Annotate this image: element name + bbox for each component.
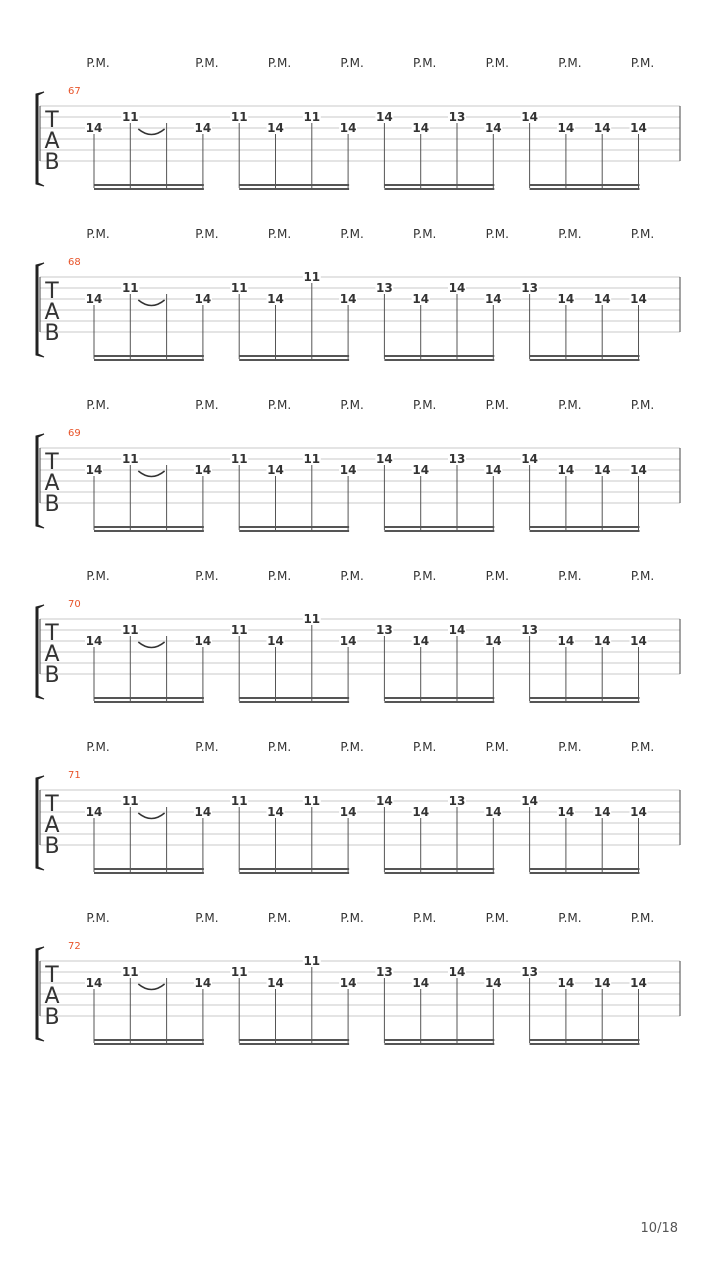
palm-mute-label: P.M.: [267, 911, 292, 925]
palm-mute-label: P.M.: [267, 740, 292, 754]
beam: [94, 359, 204, 361]
palm-mute-label: P.M.: [413, 740, 437, 754]
fret-number: 11: [121, 110, 139, 124]
palm-mute-label: P.M.: [86, 569, 110, 583]
tab-clef-letter: A: [44, 642, 60, 667]
fret-number: 13: [521, 281, 538, 295]
tab-staff: [0, 394, 720, 565]
fret-number: 13: [448, 794, 466, 808]
palm-mute-label: P.M.: [630, 227, 655, 241]
tie-arc: [138, 642, 164, 648]
palm-mute-label: P.M.: [558, 911, 582, 925]
fret-number: 14: [412, 976, 430, 990]
fret-number: 14: [267, 292, 284, 306]
fret-number: 14: [267, 976, 284, 990]
fret-number: 13: [521, 623, 538, 637]
fret-number: 14: [521, 794, 538, 808]
tab-system: [0, 223, 720, 394]
beam: [239, 872, 349, 874]
beam: [530, 868, 640, 870]
fret-number: 13: [448, 110, 466, 124]
beam: [239, 184, 349, 186]
beam: [94, 188, 204, 190]
tab-clef-letter: A: [44, 813, 60, 838]
fret-number: 13: [376, 623, 393, 637]
palm-mute-label: P.M.: [558, 227, 582, 241]
fret-number: 14: [376, 794, 393, 808]
palm-mute-label: P.M.: [86, 56, 110, 70]
fret-number: 11: [230, 965, 248, 979]
tab-system: [0, 565, 720, 736]
fret-number: 14: [630, 121, 647, 135]
tab-staff: [0, 736, 720, 907]
palm-mute-label: P.M.: [413, 227, 437, 241]
fret-number: 14: [85, 805, 103, 819]
fret-number: 14: [630, 292, 647, 306]
beam: [239, 1043, 349, 1045]
tab-clef-letter: A: [44, 471, 60, 496]
palm-mute-label: P.M.: [630, 740, 655, 754]
fret-number: 14: [267, 463, 284, 477]
fret-number: 11: [121, 623, 139, 637]
palm-mute-label: P.M.: [630, 911, 655, 925]
tab-system: [0, 52, 720, 223]
fret-number: 14: [85, 976, 103, 990]
beam: [94, 530, 204, 532]
fret-number: 14: [593, 805, 611, 819]
fret-number: 14: [267, 121, 284, 135]
fret-number: 14: [85, 292, 103, 306]
beam: [384, 530, 494, 532]
measure-number: 67: [68, 86, 81, 97]
fret-number: 14: [339, 121, 357, 135]
measure-number: 70: [68, 599, 81, 610]
fret-number: 11: [230, 281, 248, 295]
fret-number: 14: [448, 281, 466, 295]
tab-staff: [0, 907, 720, 1078]
fret-number: 11: [303, 110, 321, 124]
fret-number: 14: [194, 634, 212, 648]
beam: [384, 359, 494, 361]
fret-number: 14: [484, 805, 502, 819]
palm-mute-label: P.M.: [340, 56, 364, 70]
palm-mute-label: P.M.: [485, 227, 509, 241]
fret-number: 14: [412, 292, 430, 306]
fret-number: 14: [593, 976, 611, 990]
fret-number: 14: [557, 121, 575, 135]
fret-number: 13: [521, 965, 538, 979]
palm-mute-label: P.M.: [485, 398, 509, 412]
beam: [239, 697, 349, 699]
beam: [384, 526, 494, 528]
fret-number: 11: [303, 954, 321, 968]
tab-system: [0, 394, 720, 565]
beam: [239, 355, 349, 357]
fret-number: 14: [267, 634, 284, 648]
palm-mute-label: P.M.: [340, 740, 364, 754]
tab-clef-letter: B: [44, 321, 60, 346]
beam: [530, 359, 640, 361]
beam: [530, 526, 640, 528]
palm-mute-label: P.M.: [195, 398, 219, 412]
palm-mute-label: P.M.: [267, 569, 292, 583]
palm-mute-label: P.M.: [413, 569, 437, 583]
palm-mute-label: P.M.: [340, 911, 364, 925]
tab-staff: [0, 52, 720, 223]
measure-number: 72: [68, 941, 81, 952]
fret-number: 14: [630, 463, 647, 477]
beam: [530, 701, 640, 703]
fret-number: 14: [412, 805, 430, 819]
fret-number: 14: [194, 805, 212, 819]
tie-arc: [138, 813, 164, 819]
tab-clef-letter: B: [44, 492, 60, 517]
palm-mute-label: P.M.: [267, 398, 292, 412]
fret-number: 14: [484, 121, 502, 135]
beam: [94, 355, 204, 357]
palm-mute-label: P.M.: [630, 569, 655, 583]
beam: [94, 1039, 204, 1041]
fret-number: 14: [630, 634, 647, 648]
palm-mute-label: P.M.: [267, 227, 292, 241]
measure-number: 68: [68, 257, 81, 268]
palm-mute-label: P.M.: [340, 398, 364, 412]
beam: [530, 1043, 640, 1045]
fret-number: 14: [412, 463, 430, 477]
palm-mute-label: P.M.: [558, 569, 582, 583]
palm-mute-label: P.M.: [267, 56, 292, 70]
palm-mute-label: P.M.: [485, 56, 509, 70]
fret-number: 14: [339, 634, 357, 648]
fret-number: 14: [630, 976, 647, 990]
fret-number: 14: [484, 976, 502, 990]
fret-number: 11: [303, 612, 321, 626]
beam: [94, 872, 204, 874]
fret-number: 14: [484, 634, 502, 648]
fret-number: 11: [230, 110, 248, 124]
beam: [94, 868, 204, 870]
fret-number: 11: [230, 452, 248, 466]
beam: [94, 526, 204, 528]
beam: [94, 701, 204, 703]
tab-clef-letter: A: [44, 129, 60, 154]
fret-number: 14: [194, 976, 212, 990]
beam: [530, 184, 640, 186]
fret-number: 14: [267, 805, 284, 819]
beam: [530, 530, 640, 532]
fret-number: 14: [557, 976, 575, 990]
beam: [530, 188, 640, 190]
tab-clef-letter: B: [44, 1005, 60, 1030]
palm-mute-label: P.M.: [340, 227, 364, 241]
fret-number: 14: [194, 121, 212, 135]
fret-number: 14: [557, 463, 575, 477]
fret-number: 14: [85, 463, 103, 477]
palm-mute-label: P.M.: [86, 740, 110, 754]
beam: [94, 184, 204, 186]
palm-mute-label: P.M.: [485, 569, 509, 583]
fret-number: 14: [521, 452, 538, 466]
tab-clef-letter: A: [44, 300, 60, 325]
tab-clef-letter: B: [44, 663, 60, 688]
palm-mute-label: P.M.: [558, 398, 582, 412]
tie-arc: [138, 300, 164, 306]
fret-number: 14: [557, 805, 575, 819]
palm-mute-label: P.M.: [413, 911, 437, 925]
tab-system: [0, 907, 720, 1078]
fret-number: 11: [303, 270, 321, 284]
fret-number: 14: [557, 292, 575, 306]
beam: [384, 1039, 494, 1041]
palm-mute-label: P.M.: [86, 911, 110, 925]
tab-clef-letter: T: [45, 108, 59, 133]
fret-number: 13: [376, 281, 393, 295]
tab-clef-letter: T: [45, 963, 59, 988]
fret-number: 11: [121, 965, 139, 979]
fret-number: 14: [484, 463, 502, 477]
tab-clef-letter: T: [45, 450, 59, 475]
beam: [384, 872, 494, 874]
tab-clef-letter: T: [45, 621, 59, 646]
palm-mute-label: P.M.: [195, 569, 219, 583]
beam: [239, 530, 349, 532]
fret-number: 14: [593, 292, 611, 306]
fret-number: 14: [593, 121, 611, 135]
tab-clef-letter: T: [45, 792, 59, 817]
tie-arc: [138, 471, 164, 477]
beam: [94, 1043, 204, 1045]
beam: [530, 872, 640, 874]
palm-mute-label: P.M.: [195, 911, 219, 925]
palm-mute-label: P.M.: [86, 398, 110, 412]
fret-number: 14: [85, 634, 103, 648]
fret-number: 11: [121, 281, 139, 295]
measure-number: 69: [68, 428, 81, 439]
fret-number: 11: [121, 794, 139, 808]
beam: [384, 1043, 494, 1045]
beam: [239, 188, 349, 190]
fret-number: 11: [303, 452, 321, 466]
palm-mute-label: P.M.: [195, 227, 219, 241]
fret-number: 14: [448, 623, 466, 637]
palm-mute-label: P.M.: [485, 740, 509, 754]
fret-number: 14: [339, 463, 357, 477]
palm-mute-label: P.M.: [195, 740, 219, 754]
tie-arc: [138, 129, 164, 135]
fret-number: 14: [557, 634, 575, 648]
beam: [384, 188, 494, 190]
palm-mute-label: P.M.: [485, 911, 509, 925]
fret-number: 14: [412, 634, 430, 648]
palm-mute-label: P.M.: [195, 56, 219, 70]
fret-number: 11: [230, 623, 248, 637]
tie-arc: [138, 984, 164, 990]
tab-clef-letter: B: [44, 834, 60, 859]
fret-number: 14: [339, 976, 357, 990]
beam: [239, 359, 349, 361]
beam: [239, 868, 349, 870]
palm-mute-label: P.M.: [630, 56, 655, 70]
tab-clef-letter: A: [44, 984, 60, 1009]
fret-number: 14: [376, 452, 393, 466]
palm-mute-label: P.M.: [340, 569, 364, 583]
fret-number: 14: [593, 463, 611, 477]
beam: [530, 355, 640, 357]
fret-number: 14: [376, 110, 393, 124]
beam: [384, 355, 494, 357]
measure-number: 71: [68, 770, 81, 781]
fret-number: 11: [121, 452, 139, 466]
fret-number: 11: [230, 794, 248, 808]
beam: [384, 868, 494, 870]
fret-number: 14: [521, 110, 538, 124]
fret-number: 14: [339, 805, 357, 819]
fret-number: 14: [593, 634, 611, 648]
tab-clef-letter: T: [45, 279, 59, 304]
beam: [384, 184, 494, 186]
beam: [239, 701, 349, 703]
beam: [94, 697, 204, 699]
palm-mute-label: P.M.: [413, 398, 437, 412]
fret-number: 14: [339, 292, 357, 306]
palm-mute-label: P.M.: [86, 227, 110, 241]
fret-number: 13: [448, 452, 466, 466]
palm-mute-label: P.M.: [558, 740, 582, 754]
fret-number: 14: [630, 805, 647, 819]
fret-number: 14: [85, 121, 103, 135]
tab-staff: [0, 565, 720, 736]
fret-number: 13: [376, 965, 393, 979]
beam: [384, 697, 494, 699]
tab-staff: [0, 223, 720, 394]
page-number: 10/18: [640, 1221, 678, 1236]
palm-mute-label: P.M.: [558, 56, 582, 70]
beam: [530, 697, 640, 699]
fret-number: 14: [484, 292, 502, 306]
beam: [239, 1039, 349, 1041]
tab-system: [0, 736, 720, 907]
beam: [239, 526, 349, 528]
palm-mute-label: P.M.: [413, 56, 437, 70]
fret-number: 14: [194, 292, 212, 306]
beam: [384, 701, 494, 703]
palm-mute-label: P.M.: [630, 398, 655, 412]
beam: [530, 1039, 640, 1041]
fret-number: 14: [194, 463, 212, 477]
tab-clef-letter: B: [44, 150, 60, 175]
fret-number: 11: [303, 794, 321, 808]
fret-number: 14: [412, 121, 430, 135]
fret-number: 14: [448, 965, 466, 979]
